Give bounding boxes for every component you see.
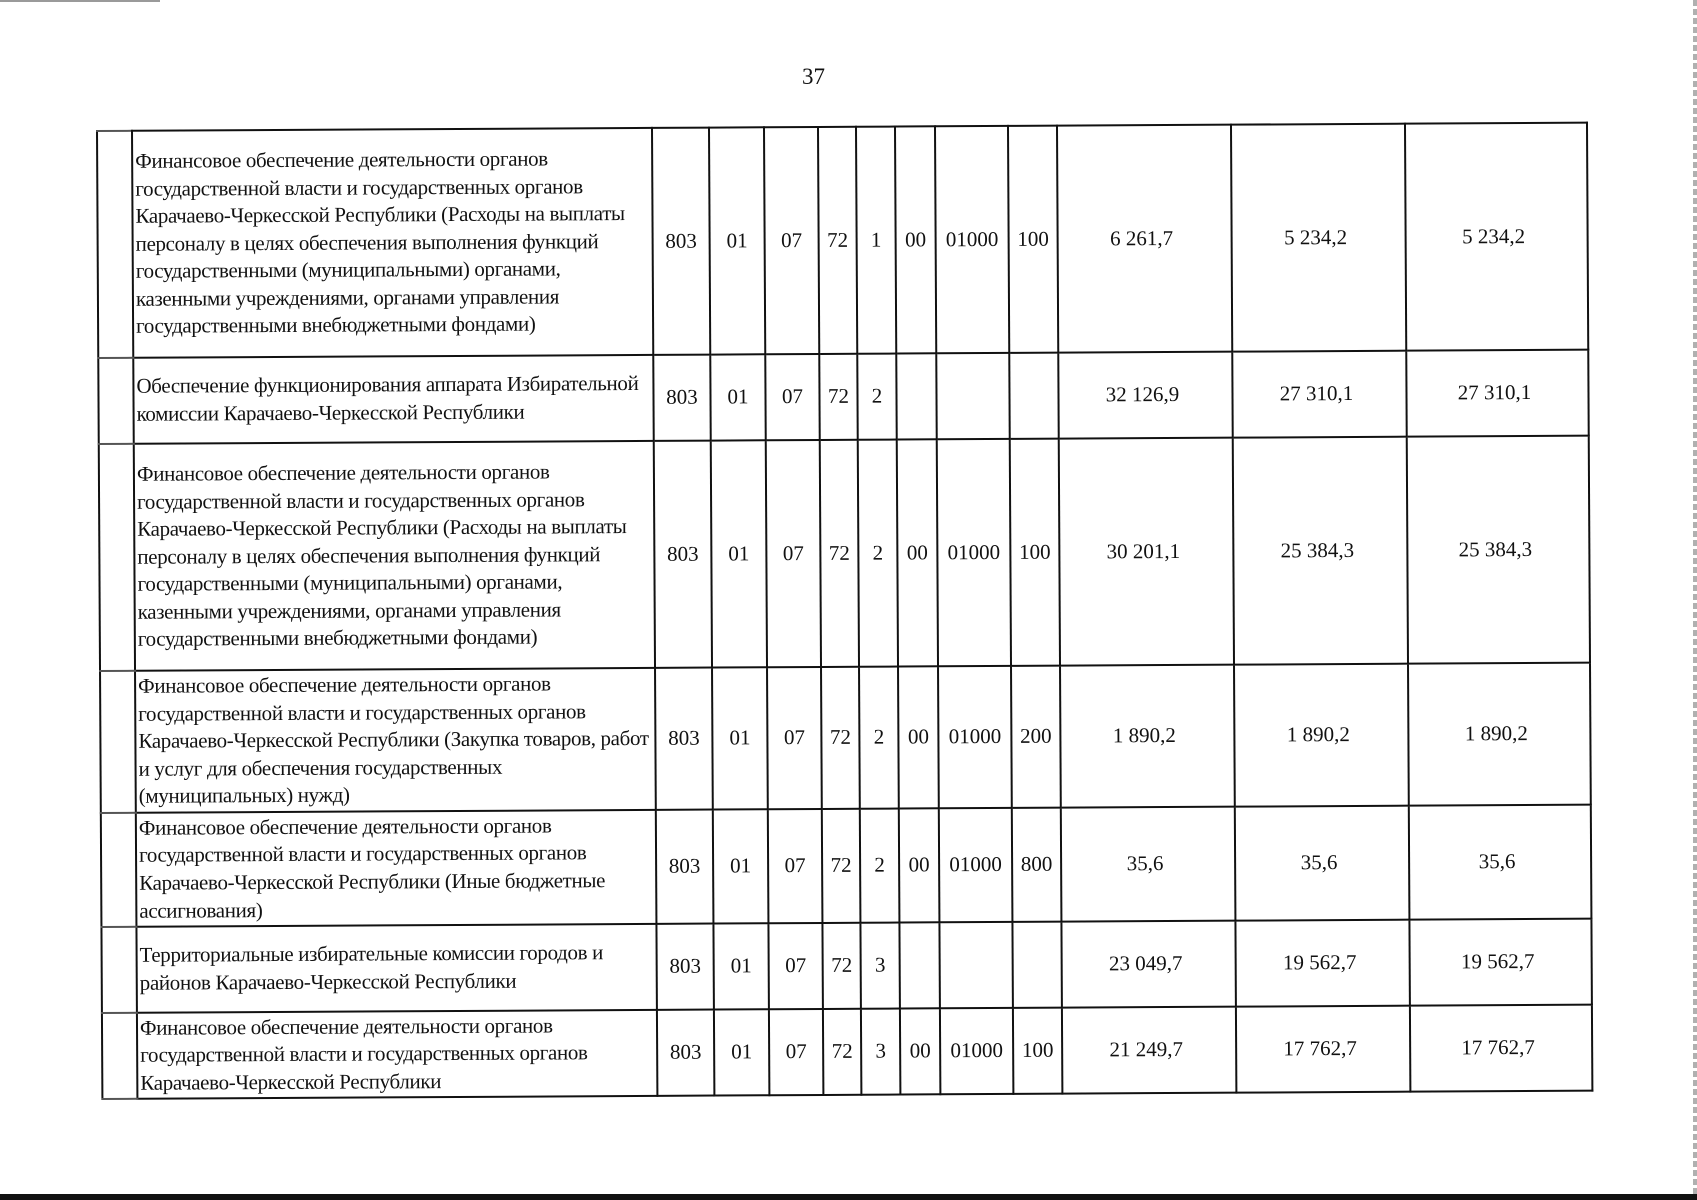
amount-year3-cell: 27 310,1 — [1406, 350, 1588, 437]
amount-year2-cell: 25 384,3 — [1233, 437, 1408, 665]
ministry-code-cell: 803 — [652, 128, 710, 355]
expense-kind-cell — [1009, 353, 1058, 439]
row-number-cell — [99, 444, 135, 671]
section-code-cell: 01 — [711, 440, 767, 667]
subsection-code-cell: 07 — [769, 1009, 823, 1095]
subsection-code-cell: 07 — [768, 809, 823, 923]
subprogram-code-cell: 3 — [860, 923, 899, 1009]
amount-year3-cell: 5 234,2 — [1405, 123, 1588, 351]
group-code-cell: 00 — [900, 1008, 940, 1094]
item-code-cell: 01000 — [935, 126, 1009, 353]
amount-year3-cell: 17 762,7 — [1410, 1005, 1592, 1092]
ministry-code-cell: 803 — [655, 668, 713, 810]
expense-kind-cell: 200 — [1011, 666, 1061, 808]
section-code-cell: 01 — [714, 1009, 769, 1095]
expense-name-cell: Обеспечение функционирования аппарата Избирательной комиссии Карачаево-Черкесской Республики — [133, 355, 653, 444]
subsection-code-cell: 07 — [765, 354, 819, 440]
scan-edge-mark — [0, 0, 160, 2]
row-number-cell — [101, 813, 137, 927]
group-code-cell — [899, 922, 939, 1008]
amount-year1-cell: 32 126,9 — [1058, 352, 1232, 439]
amount-year2-cell: 5 234,2 — [1231, 124, 1406, 352]
program-code-cell: 72 — [823, 1009, 861, 1095]
subprogram-code-cell: 1 — [856, 127, 896, 354]
row-number-cell — [102, 1013, 137, 1099]
expense-kind-cell: 100 — [1010, 439, 1060, 666]
table-row — [101, 805, 1592, 927]
item-code-cell — [936, 353, 1009, 439]
amount-year3-cell: 1 890,2 — [1408, 663, 1591, 806]
item-code-cell — [939, 922, 1012, 1008]
program-code-cell: 72 — [821, 667, 860, 809]
budget-table-body — [97, 123, 1592, 1099]
row-number-cell — [98, 358, 133, 444]
subprogram-code-cell: 2 — [858, 440, 898, 667]
table-row — [99, 436, 1590, 671]
amount-year1-cell: 1 890,2 — [1060, 665, 1235, 808]
ministry-code-cell: 803 — [657, 1010, 714, 1096]
scan-edge-bottom — [0, 1194, 1697, 1200]
expense-kind-cell: 100 — [1013, 1008, 1062, 1094]
expense-kind-cell: 100 — [1008, 126, 1058, 353]
table-row — [102, 1005, 1592, 1099]
table-row — [101, 919, 1591, 1013]
item-code-cell: 01000 — [937, 439, 1011, 666]
expense-name-cell: Финансовое обеспечение деятельности органов государственной власти и государственных органов Карачаево-Черкесской Республики (Расходы на выплаты персоналу в целях обеспечения выполнения функций государственными (муниципальными) органами, казенными учреждениями, органами управления государственными внебюджетными фондами) — [132, 128, 653, 358]
amount-year2-cell: 27 310,1 — [1232, 351, 1406, 438]
subprogram-code-cell: 3 — [861, 1009, 900, 1095]
program-code-cell: 72 — [820, 440, 859, 667]
table-row — [100, 663, 1591, 813]
program-code-cell: 72 — [818, 127, 857, 354]
row-number-cell — [100, 671, 136, 813]
scan-edge-right — [1693, 0, 1697, 1200]
table-row — [98, 350, 1588, 444]
expense-name-cell: Финансовое обеспечение деятельности органов государственной власти и государственных органов Карачаево-Черкесской Республики — [137, 1010, 657, 1099]
section-code-cell: 01 — [713, 809, 769, 923]
group-code-cell: 00 — [898, 666, 939, 808]
amount-year1-cell: 30 201,1 — [1059, 438, 1234, 666]
expense-name-cell: Финансовое обеспечение деятельности органов государственной власти и государственных органов Карачаево-Черкесской Республики (Закупка товаров, работ и услуг для обеспечения государственных (муниципальных) нужд) — [135, 668, 656, 813]
item-code-cell: 01000 — [939, 808, 1013, 922]
row-number-cell — [101, 927, 136, 1013]
subsection-code-cell: 07 — [767, 667, 822, 809]
group-code-cell: 00 — [897, 439, 938, 666]
amount-year2-cell: 1 890,2 — [1234, 664, 1409, 807]
amount-year3-cell: 25 384,3 — [1407, 436, 1590, 664]
ministry-code-cell: 803 — [654, 441, 712, 668]
section-code-cell: 01 — [710, 354, 765, 440]
row-number-cell — [97, 131, 133, 358]
item-code-cell: 01000 — [940, 1008, 1013, 1094]
group-code-cell: 00 — [899, 808, 940, 922]
program-code-cell: 72 — [819, 354, 857, 440]
ministry-code-cell: 803 — [656, 924, 713, 1010]
page-number: 37 — [802, 64, 825, 89]
program-code-cell: 72 — [822, 809, 861, 923]
amount-year1-cell: 35,6 — [1061, 807, 1236, 922]
ministry-code-cell: 803 — [653, 355, 710, 441]
budget-table — [96, 122, 1593, 1100]
subsection-code-cell: 07 — [764, 127, 819, 354]
amount-year1-cell: 6 261,7 — [1057, 125, 1232, 353]
expense-kind-cell: 800 — [1012, 808, 1062, 922]
table-row — [97, 123, 1588, 358]
amount-year1-cell: 21 249,7 — [1062, 1007, 1236, 1094]
expense-name-cell: Территориальные избирательные комиссии городов и районов Карачаево-Черкесской Республики — [136, 924, 656, 1013]
amount-year2-cell: 35,6 — [1235, 806, 1410, 921]
amount-year3-cell: 19 562,7 — [1409, 919, 1591, 1006]
item-code-cell: 01000 — [938, 666, 1012, 808]
amount-year1-cell: 23 049,7 — [1061, 921, 1235, 1008]
expense-kind-cell — [1012, 922, 1061, 1008]
ministry-code-cell: 803 — [656, 810, 714, 924]
amount-year2-cell: 17 762,7 — [1236, 1006, 1410, 1093]
subprogram-code-cell: 2 — [860, 809, 900, 923]
expense-name-cell: Финансовое обеспечение деятельности органов государственной власти и государственных органов Карачаево-Черкесской Республики (Иные бюджетные ассигнования) — [136, 810, 657, 927]
subprogram-code-cell: 2 — [857, 354, 896, 440]
group-code-cell — [896, 353, 936, 439]
program-code-cell: 72 — [822, 923, 860, 1009]
subsection-code-cell: 07 — [768, 923, 822, 1009]
subprogram-code-cell: 2 — [859, 667, 899, 809]
expense-name-cell: Финансовое обеспечение деятельности органов государственной власти и государственных органов Карачаево-Черкесской Республики (Расходы на выплаты персоналу в целях обеспечения выполнения функций государственными (муниципальными) органами, казенными учреждениями, органами управления государственными внебюджетными фондами) — [134, 441, 655, 671]
subsection-code-cell: 07 — [766, 440, 821, 667]
group-code-cell: 00 — [895, 126, 936, 353]
section-code-cell: 01 — [713, 923, 768, 1009]
amount-year2-cell: 19 562,7 — [1235, 920, 1409, 1007]
section-code-cell: 01 — [712, 667, 768, 809]
section-code-cell: 01 — [709, 127, 765, 354]
amount-year3-cell: 35,6 — [1409, 805, 1592, 920]
